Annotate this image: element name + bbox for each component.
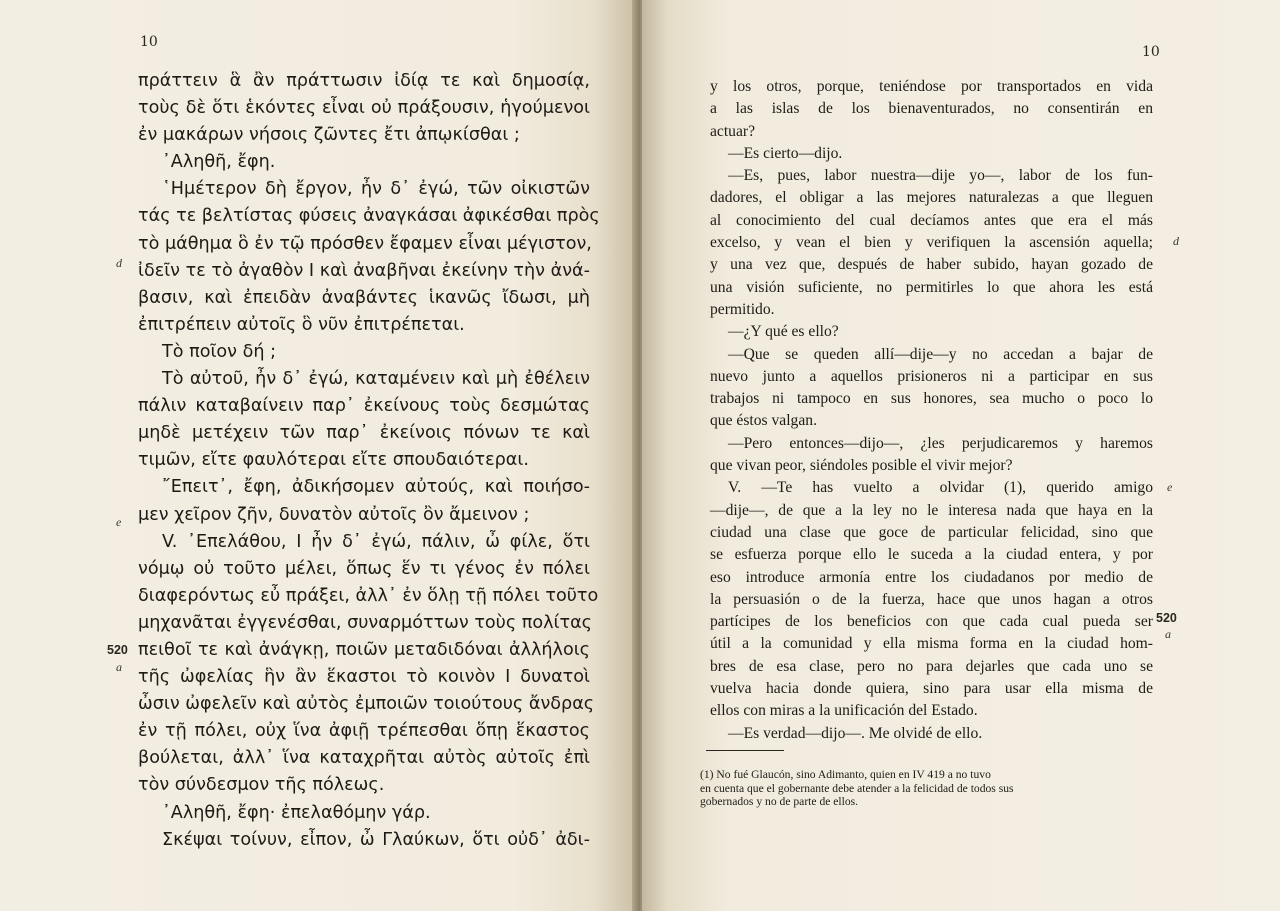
text-line: y los otros, porque, teniéndose por transportados en vida (710, 78, 1153, 95)
text-line: βούλεται, ἀλλ᾿ ἵνα καταχρῆται αὐτὸς αὐτοῖς ἐπὶ (138, 748, 590, 769)
text-line: —¿Y qué es ello? (728, 323, 839, 341)
text-line: y una vez que, después de haber subido, hayan gozado de (710, 256, 1153, 274)
text-line: ᾿Αληθῆ, ἔφη· ἐπελαθόμην γάρ. (162, 802, 431, 823)
spanish-text-block (710, 76, 1153, 745)
text-line: βασιν, καὶ ἐπειδὰν ἀναβάντες ἱκανῶς ἴδωσι, μὴ (138, 287, 590, 308)
margin-note-d: d (1173, 234, 1179, 248)
greek-text-block (138, 68, 600, 854)
footnote-divider (706, 750, 784, 751)
text-line: —Es cierto—dijo. (728, 144, 843, 162)
margin-note-e: e (116, 515, 122, 529)
text-line: actuar? (710, 122, 756, 140)
text-line: Τὸ ποῖον δή ; (162, 341, 277, 362)
text-line: permitido. (710, 300, 775, 318)
text-line: ἐπιτρέπειν αὐτοῖς ὃ νῦν ἐπιτρέπεται. (138, 314, 465, 335)
text-line: Τὸ αὐτοῦ, ἦν δ᾿ ἐγώ, καταμένειν καὶ μὴ ἐθέλειν (162, 369, 590, 390)
footnote-line: gobernados y no de parte de ellos. (700, 795, 859, 809)
text-line: τὸ μάθημα ὃ ἐν τῷ πρόσθεν ἔφαμεν εἶναι μέγιστον, (138, 233, 592, 254)
text-line: ἐν μακάρων νήσοις ζῶντες ἔτι ἀπῳκίσθαι ; (138, 125, 520, 146)
text-line: útil a la comunidad y ella misma forma en la ciudad hom- (710, 635, 1153, 653)
text-line: nuevo junto a aquellos prisioneros ni a participar en sus (710, 367, 1153, 385)
text-line: διαφερόντως εὖ πράξει, ἀλλ᾿ ἐν ὅλῃ τῇ πόλει τοῦτο (138, 585, 599, 606)
page-number: 10 (140, 34, 158, 50)
left-page (0, 0, 638, 911)
margin-note-a: a (116, 660, 122, 674)
margin-note-a: a (1165, 627, 1171, 641)
text-line: que éstos valgan. (710, 412, 817, 430)
text-line: —Que se queden allí—dije—y no accedan a bajar de (728, 345, 1153, 363)
text-line: la persuasión o de la fuerza, hace que unos hagan a otros (710, 590, 1153, 608)
stephanus-number: 520 (1156, 611, 1177, 625)
text-line: ἐν τῇ πόλει, οὐχ ἵνα ἀφιῇ τρέπεσθαι ὅπῃ ἕκαστος (138, 721, 590, 742)
text-line: una visión suficiente, no permitirles lo que ahora les está (710, 278, 1153, 296)
text-line: μηχανᾶται ἐγγενέσθαι, συναρμόττων τοὺς πολίτας (138, 612, 593, 633)
text-line: Σκέψαι τοίνυν, εἶπον, ὦ Γλαύκων, ὅτι οὐδ᾿ ἀδι- (162, 829, 590, 850)
text-line: bres de esa clase, pero no para dejarles que cada uno se (710, 657, 1153, 675)
text-line: dadores, el obligar a las mejores naturalezas a que lleguen (710, 189, 1153, 207)
text-line: V. ᾿Επελάθου, I ἦν δ᾿ ἐγώ, πάλιν, ὦ φίλε, ὅτι (162, 531, 590, 552)
footnote-line: en cuenta que el gobernante debe atender a la felicidad de todos sus (700, 781, 1014, 795)
margin-note-e: e (1167, 480, 1173, 494)
text-line: partícipes de los beneficios con que cada cual pueda ser (710, 613, 1153, 631)
footnote (700, 768, 1146, 809)
text-line: ἰδεῖν τε τὸ ἀγαθὸν I καὶ ἀναβῆναι ἐκείνην τὴν ἀνά- (138, 260, 590, 281)
text-line: —Pero entonces—dijo—, ¿les perjudicaremos y haremos (728, 434, 1153, 452)
text-line: ellos con miras a la unificación del Estado. (710, 702, 978, 720)
text-line: vuelva hacia donde quiera, sino para usar ella misma de (710, 680, 1153, 698)
text-line: ciudad una clase que goce de particular felicidad, sino que (710, 523, 1153, 541)
text-line: ῎Επειτ᾿, ἔφη, ἀδικήσομεν αὐτούς, καὶ ποιήσο- (162, 477, 590, 498)
text-line: τάς τε βελτίστας φύσεις ἀναγκάσαι ἀφικέσθαι πρὸς (138, 206, 600, 227)
text-line: trabajos ni tampoco en sus honores, sea mucho o poco lo (710, 390, 1153, 408)
text-line: μεν χεῖρον ζῆν, δυνατὸν αὐτοῖς ὂν ἄμεινον ; (138, 504, 530, 525)
text-line: —Es, pues, labor nuestra—dije yo—, labor de los fun- (728, 167, 1153, 185)
text-line: se esfuerza porque ello le suceda a la ciudad entera, y por (710, 546, 1153, 564)
text-line: τῆς ὠφελίας ἣν ἂν ἕκαστοι τὸ κοινὸν I δυνατοὶ (138, 667, 590, 688)
text-line: —Es verdad—dijo—. Me olvidé de ello. (728, 724, 983, 742)
text-line: τὸν σύνδεσμον τῆς πόλεως. (138, 775, 385, 796)
margin-note-d: d (116, 256, 122, 270)
footnote-line: (1) No fué Glaucón, sino Adimanto, quien en IV 419 a no tuvo (700, 768, 991, 781)
text-line: πράττειν ἃ ἂν πράττωσιν ἰδίᾳ τε καὶ δημοσίᾳ, (138, 71, 590, 91)
text-line: μηδὲ μετέχειν τῶν παρ᾿ ἐκείνοις πόνων τε καὶ (138, 423, 590, 444)
text-line: τοὺς δὲ ὅτι ἑκόντες εἶναι οὐ πράξουσιν, ἡγούμενοι (138, 98, 590, 119)
text-line: V. —Te has vuelto a olvidar (1), querido amigo (728, 479, 1153, 497)
text-line: ὦσιν ὠφελεῖν καὶ αὐτὸς ἐμποιῶν τοιούτους ἄνδρας (138, 694, 595, 715)
text-line: al conocimiento del cual decíamos antes que era el más (710, 211, 1153, 229)
text-line: πάλιν καταβαίνειν παρ᾿ ἐκείνους τοὺς δεσμώτας (138, 396, 590, 417)
text-line: a las islas de los bienaventurados, no consentirán en (710, 100, 1153, 118)
text-line: ᾿Αληθῆ, ἔφη. (162, 152, 276, 173)
text-line: que vivan peor, siéndoles posible el vivir mejor? (710, 457, 1013, 475)
text-line: τιμῶν, εἴτε φαυλότεραι εἴτε σπουδαιότεραι. (138, 450, 529, 471)
text-line: ῾Ημέτερον δὴ ἔργον, ἦν δ᾿ ἐγώ, τῶν οἰκιστῶν (162, 179, 590, 200)
text-line: —dije—, de que a la ley no le interesa nada que haya en la (710, 501, 1153, 519)
text-line: eso introduce armonía entre los ciudadanos por medio de (710, 568, 1153, 586)
text-line: νόμῳ οὐ τοῦτο μέλει, ὅπως ἕν τι γένος ἐν πόλει (138, 558, 590, 579)
text-line: excelso, y vean el bien y verifiquen la ascensión aquella; (710, 234, 1153, 252)
page-number: 10 (1142, 44, 1160, 60)
stephanus-number: 520 (107, 643, 128, 657)
text-line: πειθοῖ τε καὶ ἀνάγκῃ, ποιῶν μεταδιδόναι ἀλλήλοις (138, 639, 590, 660)
